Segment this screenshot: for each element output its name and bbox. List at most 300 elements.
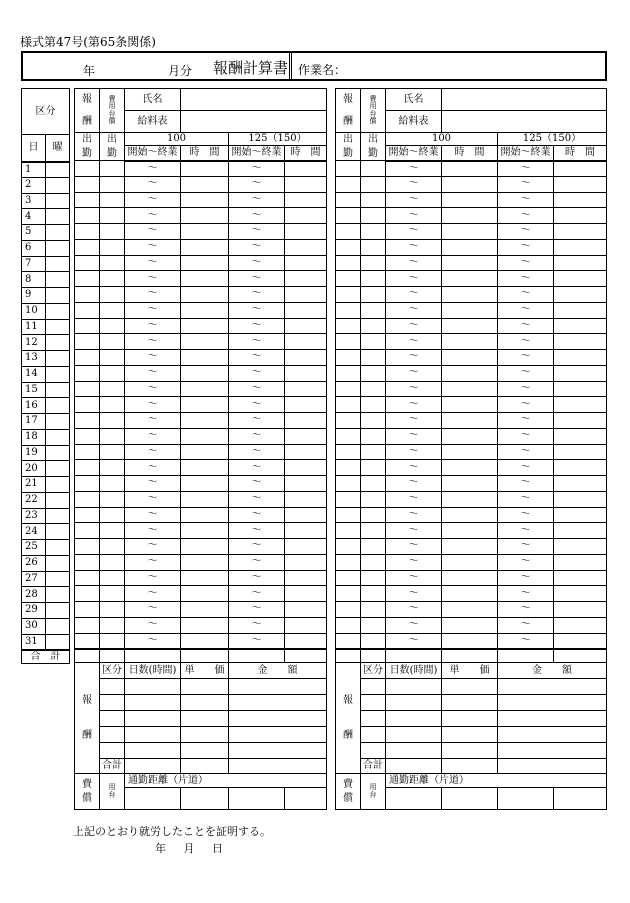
time-range-cell[interactable]: ～: [125, 554, 181, 570]
time-range-cell[interactable]: ～: [498, 428, 554, 444]
attendance-cell[interactable]: [361, 302, 386, 318]
hours-cell[interactable]: [181, 586, 229, 602]
attendance-cell[interactable]: [336, 460, 361, 476]
time-range-cell[interactable]: ～: [498, 523, 554, 539]
attendance-cell[interactable]: [336, 381, 361, 397]
time-range-cell[interactable]: ～: [229, 255, 285, 271]
hours-cell[interactable]: [285, 476, 327, 492]
weekday-cell[interactable]: [46, 429, 70, 445]
hours-cell[interactable]: [554, 239, 607, 255]
time-range-cell[interactable]: ～: [125, 224, 181, 240]
time-range-cell[interactable]: ～: [386, 523, 442, 539]
hours-cell[interactable]: [442, 208, 498, 224]
hours-cell[interactable]: [285, 381, 327, 397]
commute-cell[interactable]: [181, 788, 229, 810]
weekday-cell[interactable]: [46, 319, 70, 335]
weekday-cell[interactable]: [46, 508, 70, 524]
attendance-cell[interactable]: [361, 208, 386, 224]
attendance-cell[interactable]: [336, 523, 361, 539]
total-cell[interactable]: [75, 649, 100, 663]
time-range-cell[interactable]: ～: [498, 570, 554, 586]
hours-cell[interactable]: [554, 523, 607, 539]
attendance-cell[interactable]: [100, 365, 125, 381]
weekday-cell[interactable]: [46, 414, 70, 430]
attendance-cell[interactable]: [100, 255, 125, 271]
weekday-cell[interactable]: [46, 240, 70, 256]
time-range-cell[interactable]: ～: [386, 397, 442, 413]
time-range-cell[interactable]: ～: [386, 413, 442, 429]
hours-cell[interactable]: [442, 586, 498, 602]
hours-cell[interactable]: [554, 271, 607, 287]
attendance-cell[interactable]: [336, 586, 361, 602]
summary-days-cell[interactable]: [125, 743, 181, 759]
attendance-cell[interactable]: [336, 239, 361, 255]
hours-cell[interactable]: [181, 365, 229, 381]
attendance-cell[interactable]: [75, 554, 100, 570]
hours-cell[interactable]: [285, 176, 327, 192]
attendance-cell[interactable]: [75, 287, 100, 303]
summary-total-amount[interactable]: [229, 759, 327, 774]
attendance-cell[interactable]: [100, 491, 125, 507]
time-range-cell[interactable]: ～: [229, 381, 285, 397]
time-range-cell[interactable]: ～: [498, 633, 554, 649]
attendance-cell[interactable]: [361, 318, 386, 334]
hours-cell[interactable]: [554, 602, 607, 618]
hours-cell[interactable]: [442, 507, 498, 523]
attendance-cell[interactable]: [361, 224, 386, 240]
summary-total-days[interactable]: [125, 759, 181, 774]
hours-cell[interactable]: [442, 476, 498, 492]
summary-total-days[interactable]: [386, 759, 442, 774]
summary-total-unit[interactable]: [442, 759, 498, 774]
time-range-cell[interactable]: ～: [229, 397, 285, 413]
time-range-cell[interactable]: ～: [498, 334, 554, 350]
time-range-cell[interactable]: ～: [229, 161, 285, 177]
time-range-cell[interactable]: ～: [386, 539, 442, 555]
hours-cell[interactable]: [442, 287, 498, 303]
time-range-cell[interactable]: ～: [386, 192, 442, 208]
hours-cell[interactable]: [554, 633, 607, 649]
attendance-cell[interactable]: [100, 428, 125, 444]
attendance-cell[interactable]: [75, 397, 100, 413]
attendance-cell[interactable]: [336, 617, 361, 633]
time-range-cell[interactable]: ～: [498, 491, 554, 507]
attendance-cell[interactable]: [361, 381, 386, 397]
hours-cell[interactable]: [554, 570, 607, 586]
hours-cell[interactable]: [554, 302, 607, 318]
attendance-cell[interactable]: [100, 523, 125, 539]
hours-cell[interactable]: [181, 334, 229, 350]
weekday-cell[interactable]: [46, 288, 70, 304]
attendance-cell[interactable]: [100, 224, 125, 240]
time-range-cell[interactable]: ～: [229, 539, 285, 555]
summary-unit-price-cell[interactable]: [442, 743, 498, 759]
attendance-cell[interactable]: [336, 350, 361, 366]
time-range-cell[interactable]: ～: [386, 318, 442, 334]
summary-days-cell[interactable]: [125, 711, 181, 727]
summary-days-cell[interactable]: [386, 727, 442, 743]
summary-amount-cell[interactable]: [498, 743, 607, 759]
hours-cell[interactable]: [442, 460, 498, 476]
weekday-cell[interactable]: [46, 398, 70, 414]
hours-cell[interactable]: [285, 444, 327, 460]
time-range-cell[interactable]: ～: [498, 271, 554, 287]
hours-cell[interactable]: [442, 570, 498, 586]
time-range-cell[interactable]: ～: [498, 350, 554, 366]
time-range-cell[interactable]: ～: [125, 302, 181, 318]
attendance-cell[interactable]: [100, 397, 125, 413]
time-range-cell[interactable]: ～: [386, 491, 442, 507]
summary-unit-price-cell[interactable]: [181, 695, 229, 711]
attendance-cell[interactable]: [361, 255, 386, 271]
commute-cell[interactable]: [285, 788, 327, 810]
weekday-cell[interactable]: [46, 634, 70, 650]
attendance-cell[interactable]: [336, 413, 361, 429]
time-range-cell[interactable]: ～: [125, 161, 181, 177]
attendance-cell[interactable]: [361, 476, 386, 492]
hours-cell[interactable]: [285, 239, 327, 255]
hours-cell[interactable]: [442, 176, 498, 192]
time-range-cell[interactable]: ～: [125, 365, 181, 381]
time-range-cell[interactable]: ～: [125, 586, 181, 602]
hours-cell[interactable]: [442, 428, 498, 444]
weekday-cell[interactable]: [46, 162, 70, 178]
time-range-cell[interactable]: ～: [229, 224, 285, 240]
summary-kubun-cell[interactable]: [100, 711, 125, 727]
time-range-cell[interactable]: ～: [498, 507, 554, 523]
time-range-cell[interactable]: ～: [498, 586, 554, 602]
summary-amount-cell[interactable]: [498, 727, 607, 743]
summary-amount-cell[interactable]: [498, 695, 607, 711]
time-range-cell[interactable]: ～: [229, 602, 285, 618]
hours-cell[interactable]: [285, 633, 327, 649]
time-range-cell[interactable]: ～: [229, 460, 285, 476]
hours-cell[interactable]: [181, 161, 229, 177]
time-range-cell[interactable]: ～: [229, 476, 285, 492]
time-range-cell[interactable]: ～: [229, 176, 285, 192]
salary-table-field[interactable]: [181, 111, 327, 133]
summary-total-unit[interactable]: [181, 759, 229, 774]
hours-cell[interactable]: [285, 397, 327, 413]
time-range-cell[interactable]: ～: [386, 224, 442, 240]
attendance-cell[interactable]: [100, 302, 125, 318]
hours-cell[interactable]: [181, 271, 229, 287]
summary-days-cell[interactable]: [125, 727, 181, 743]
attendance-cell[interactable]: [336, 318, 361, 334]
hours-cell[interactable]: [181, 239, 229, 255]
time-range-cell[interactable]: ～: [498, 318, 554, 334]
hours-cell[interactable]: [285, 428, 327, 444]
attendance-cell[interactable]: [75, 318, 100, 334]
time-range-cell[interactable]: ～: [498, 302, 554, 318]
hours-cell[interactable]: [554, 381, 607, 397]
attendance-cell[interactable]: [100, 176, 125, 192]
name-field[interactable]: [181, 89, 327, 111]
attendance-cell[interactable]: [336, 633, 361, 649]
hours-cell[interactable]: [554, 365, 607, 381]
hours-cell[interactable]: [285, 271, 327, 287]
attendance-cell[interactable]: [75, 460, 100, 476]
hours-cell[interactable]: [285, 350, 327, 366]
hours-cell[interactable]: [554, 617, 607, 633]
hours-cell[interactable]: [285, 554, 327, 570]
weekday-cell[interactable]: [46, 618, 70, 634]
hours-cell[interactable]: [554, 192, 607, 208]
summary-days-cell[interactable]: [386, 743, 442, 759]
attendance-cell[interactable]: [361, 570, 386, 586]
hours-cell[interactable]: [181, 350, 229, 366]
hours-cell[interactable]: [442, 602, 498, 618]
time-range-cell[interactable]: ～: [498, 287, 554, 303]
commute-cell[interactable]: [386, 788, 442, 810]
time-range-cell[interactable]: ～: [386, 602, 442, 618]
attendance-cell[interactable]: [336, 208, 361, 224]
hours-cell[interactable]: [285, 365, 327, 381]
attendance-cell[interactable]: [336, 539, 361, 555]
hours-cell[interactable]: [442, 192, 498, 208]
total-cell[interactable]: [125, 649, 181, 663]
attendance-cell[interactable]: [336, 365, 361, 381]
time-range-cell[interactable]: ～: [386, 176, 442, 192]
summary-unit-price-cell[interactable]: [181, 711, 229, 727]
hours-cell[interactable]: [554, 586, 607, 602]
attendance-cell[interactable]: [361, 460, 386, 476]
hours-cell[interactable]: [285, 334, 327, 350]
hours-cell[interactable]: [442, 539, 498, 555]
time-range-cell[interactable]: ～: [498, 413, 554, 429]
hours-cell[interactable]: [181, 318, 229, 334]
time-range-cell[interactable]: ～: [125, 271, 181, 287]
hours-cell[interactable]: [285, 224, 327, 240]
attendance-cell[interactable]: [75, 302, 100, 318]
hours-cell[interactable]: [554, 334, 607, 350]
hours-cell[interactable]: [442, 302, 498, 318]
time-range-cell[interactable]: ～: [125, 507, 181, 523]
commute-cell[interactable]: [125, 788, 181, 810]
commute-cell[interactable]: [442, 788, 498, 810]
summary-unit-price-cell[interactable]: [181, 743, 229, 759]
hours-cell[interactable]: [181, 397, 229, 413]
time-range-cell[interactable]: ～: [229, 507, 285, 523]
attendance-cell[interactable]: [75, 161, 100, 177]
attendance-cell[interactable]: [75, 570, 100, 586]
attendance-cell[interactable]: [100, 271, 125, 287]
time-range-cell[interactable]: ～: [125, 633, 181, 649]
time-range-cell[interactable]: ～: [386, 302, 442, 318]
weekday-cell[interactable]: [46, 193, 70, 209]
time-range-cell[interactable]: ～: [125, 350, 181, 366]
time-range-cell[interactable]: ～: [386, 570, 442, 586]
hours-cell[interactable]: [181, 287, 229, 303]
time-range-cell[interactable]: ～: [386, 444, 442, 460]
summary-amount-cell[interactable]: [229, 695, 327, 711]
hours-cell[interactable]: [554, 428, 607, 444]
attendance-cell[interactable]: [100, 554, 125, 570]
summary-kubun-cell[interactable]: [361, 695, 386, 711]
time-range-cell[interactable]: ～: [125, 617, 181, 633]
summary-days-cell[interactable]: [386, 711, 442, 727]
attendance-cell[interactable]: [336, 507, 361, 523]
hours-cell[interactable]: [285, 539, 327, 555]
hours-cell[interactable]: [181, 413, 229, 429]
hours-cell[interactable]: [181, 554, 229, 570]
attendance-cell[interactable]: [75, 271, 100, 287]
time-range-cell[interactable]: ～: [229, 302, 285, 318]
attendance-cell[interactable]: [100, 334, 125, 350]
time-range-cell[interactable]: ～: [386, 617, 442, 633]
weekday-cell[interactable]: [46, 587, 70, 603]
hours-cell[interactable]: [442, 397, 498, 413]
time-range-cell[interactable]: ～: [386, 428, 442, 444]
hours-cell[interactable]: [285, 318, 327, 334]
summary-unit-price-cell[interactable]: [181, 679, 229, 695]
hours-cell[interactable]: [181, 224, 229, 240]
hours-cell[interactable]: [554, 176, 607, 192]
time-range-cell[interactable]: ～: [229, 318, 285, 334]
total-cell[interactable]: [181, 649, 229, 663]
time-range-cell[interactable]: ～: [229, 287, 285, 303]
total-cell[interactable]: [285, 649, 327, 663]
weekday-cell[interactable]: [46, 335, 70, 351]
hours-cell[interactable]: [554, 318, 607, 334]
hours-cell[interactable]: [181, 602, 229, 618]
attendance-cell[interactable]: [361, 554, 386, 570]
hours-cell[interactable]: [442, 554, 498, 570]
attendance-cell[interactable]: [336, 176, 361, 192]
hours-cell[interactable]: [285, 302, 327, 318]
attendance-cell[interactable]: [336, 397, 361, 413]
weekday-cell[interactable]: [46, 540, 70, 556]
total-cell[interactable]: [442, 649, 498, 663]
hours-cell[interactable]: [554, 491, 607, 507]
hours-cell[interactable]: [442, 239, 498, 255]
summary-kubun-cell[interactable]: [361, 711, 386, 727]
hours-cell[interactable]: [442, 491, 498, 507]
time-range-cell[interactable]: ～: [229, 444, 285, 460]
attendance-cell[interactable]: [361, 539, 386, 555]
attendance-cell[interactable]: [100, 476, 125, 492]
time-range-cell[interactable]: ～: [125, 192, 181, 208]
time-range-cell[interactable]: ～: [386, 507, 442, 523]
time-range-cell[interactable]: ～: [125, 539, 181, 555]
attendance-cell[interactable]: [361, 491, 386, 507]
hours-cell[interactable]: [181, 192, 229, 208]
attendance-cell[interactable]: [100, 617, 125, 633]
hours-cell[interactable]: [554, 397, 607, 413]
attendance-cell[interactable]: [361, 617, 386, 633]
weekday-cell[interactable]: [46, 603, 70, 619]
time-range-cell[interactable]: ～: [386, 460, 442, 476]
hours-cell[interactable]: [181, 539, 229, 555]
time-range-cell[interactable]: ～: [229, 428, 285, 444]
time-range-cell[interactable]: ～: [229, 271, 285, 287]
time-range-cell[interactable]: ～: [125, 255, 181, 271]
hours-cell[interactable]: [442, 350, 498, 366]
attendance-cell[interactable]: [75, 224, 100, 240]
time-range-cell[interactable]: ～: [386, 554, 442, 570]
summary-kubun-cell[interactable]: [100, 679, 125, 695]
time-range-cell[interactable]: ～: [498, 554, 554, 570]
hours-cell[interactable]: [181, 523, 229, 539]
weekday-cell[interactable]: [46, 445, 70, 461]
time-range-cell[interactable]: ～: [125, 476, 181, 492]
summary-kubun-cell[interactable]: [361, 743, 386, 759]
weekday-cell[interactable]: [46, 555, 70, 571]
weekday-cell[interactable]: [46, 225, 70, 241]
time-range-cell[interactable]: ～: [229, 365, 285, 381]
hours-cell[interactable]: [181, 444, 229, 460]
attendance-cell[interactable]: [361, 271, 386, 287]
time-range-cell[interactable]: ～: [125, 208, 181, 224]
time-range-cell[interactable]: ～: [229, 350, 285, 366]
total-cell[interactable]: [498, 649, 554, 663]
attendance-cell[interactable]: [336, 271, 361, 287]
hours-cell[interactable]: [442, 365, 498, 381]
time-range-cell[interactable]: ～: [125, 176, 181, 192]
attendance-cell[interactable]: [100, 602, 125, 618]
time-range-cell[interactable]: ～: [498, 255, 554, 271]
hours-cell[interactable]: [181, 176, 229, 192]
attendance-cell[interactable]: [336, 161, 361, 177]
hours-cell[interactable]: [181, 617, 229, 633]
weekday-cell[interactable]: [46, 177, 70, 193]
hours-cell[interactable]: [442, 318, 498, 334]
time-range-cell[interactable]: ～: [125, 318, 181, 334]
attendance-cell[interactable]: [100, 444, 125, 460]
hours-cell[interactable]: [442, 523, 498, 539]
time-range-cell[interactable]: ～: [498, 397, 554, 413]
attendance-cell[interactable]: [100, 570, 125, 586]
time-range-cell[interactable]: ～: [229, 491, 285, 507]
attendance-cell[interactable]: [361, 444, 386, 460]
attendance-cell[interactable]: [75, 413, 100, 429]
time-range-cell[interactable]: ～: [229, 586, 285, 602]
weekday-cell[interactable]: [46, 256, 70, 272]
hours-cell[interactable]: [285, 208, 327, 224]
attendance-cell[interactable]: [336, 476, 361, 492]
attendance-cell[interactable]: [361, 507, 386, 523]
time-range-cell[interactable]: ～: [386, 255, 442, 271]
attendance-cell[interactable]: [75, 350, 100, 366]
attendance-cell[interactable]: [75, 255, 100, 271]
total-cell[interactable]: [386, 649, 442, 663]
time-range-cell[interactable]: ～: [498, 224, 554, 240]
hours-cell[interactable]: [554, 224, 607, 240]
total-cell[interactable]: [229, 649, 285, 663]
attendance-cell[interactable]: [100, 586, 125, 602]
attendance-cell[interactable]: [361, 602, 386, 618]
time-range-cell[interactable]: ～: [229, 334, 285, 350]
time-range-cell[interactable]: ～: [498, 208, 554, 224]
hours-cell[interactable]: [181, 476, 229, 492]
time-range-cell[interactable]: ～: [386, 161, 442, 177]
summary-days-cell[interactable]: [386, 679, 442, 695]
attendance-cell[interactable]: [100, 350, 125, 366]
weekday-cell[interactable]: [46, 272, 70, 288]
weekday-cell[interactable]: [46, 461, 70, 477]
time-range-cell[interactable]: ～: [386, 208, 442, 224]
summary-amount-cell[interactable]: [229, 711, 327, 727]
attendance-cell[interactable]: [75, 334, 100, 350]
summary-amount-cell[interactable]: [229, 743, 327, 759]
hours-cell[interactable]: [285, 460, 327, 476]
attendance-cell[interactable]: [361, 633, 386, 649]
summary-total-amount[interactable]: [498, 759, 607, 774]
time-range-cell[interactable]: ～: [125, 523, 181, 539]
attendance-cell[interactable]: [100, 161, 125, 177]
attendance-cell[interactable]: [336, 224, 361, 240]
attendance-cell[interactable]: [336, 444, 361, 460]
